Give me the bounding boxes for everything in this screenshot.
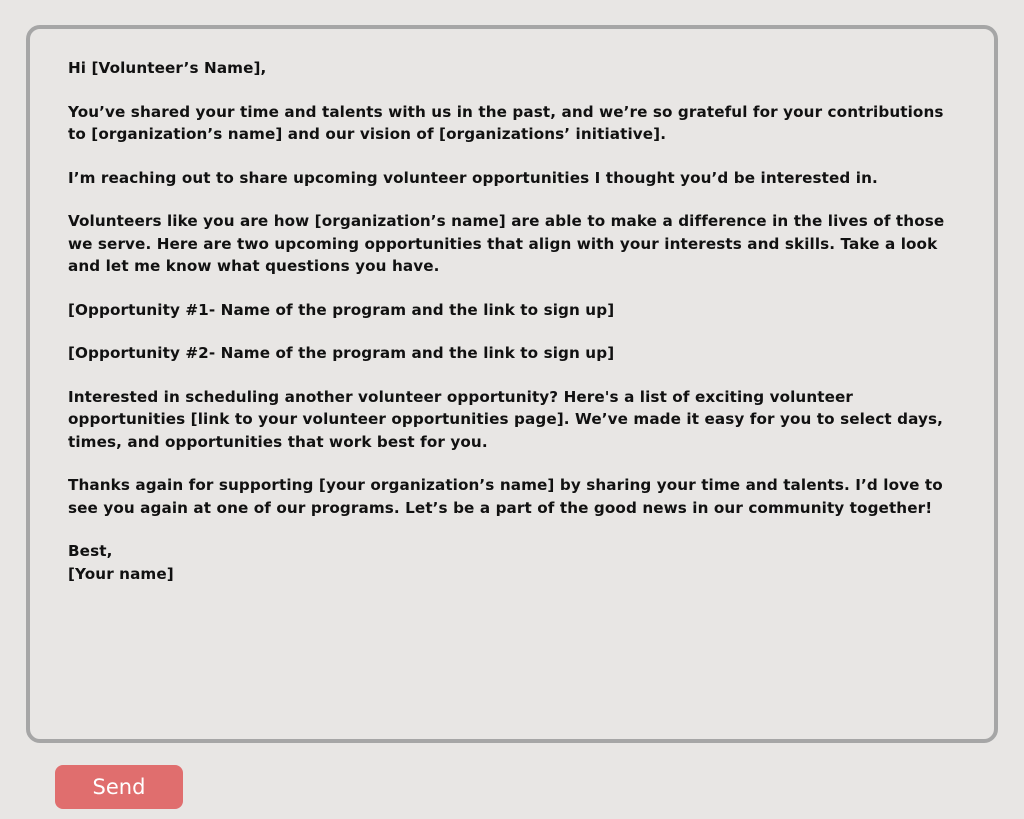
send-button[interactable]: Send — [55, 765, 183, 809]
email-body-text — [68, 57, 956, 585]
email-paragraph-intro: I’m reaching out to share upcoming volunteer opportunities I thought you’d be interested in. — [68, 168, 878, 187]
email-paragraph-opportunity-1: [Opportunity #1- Name of the program and the link to sign up] — [68, 300, 615, 319]
email-paragraph-impact: Volunteers like you are how [organization’s name] are able to make a difference in the lives of those we serve. Here are two upcoming opportunities that align with your interests and skills. Take a look and let me know what questions you have. — [68, 212, 945, 275]
email-paragraph-greeting: Hi [Volunteer’s Name], — [68, 59, 267, 77]
email-paragraph-opportunity-2: [Opportunity #2- Name of the program and the link to sign up] — [68, 344, 615, 362]
email-signature-name: [Your name] — [68, 564, 174, 583]
email-body-area[interactable] — [26, 25, 998, 743]
email-paragraph-scheduling: Interested in scheduling another volunteer opportunity? Here's a list of exciting volunteer opportunities [link to your volunteer opportunities page]. We’ve made it easy for you to select days, times, and opportunities that work best for you. — [68, 387, 944, 451]
email-signoff: Best, — [68, 542, 113, 560]
email-paragraph-gratitude: You’ve shared your time and talents with us in the past, and we’re so grateful for your contributions to [organization’s name] and our vision of [organizations’ initiative]. — [68, 102, 944, 143]
email-paragraph-closing: Thanks again for supporting [your organization’s name] by sharing your time and talents. I’d love to see you again at one of our programs. Let’s be a part of the good news in our community together! — [68, 476, 943, 517]
